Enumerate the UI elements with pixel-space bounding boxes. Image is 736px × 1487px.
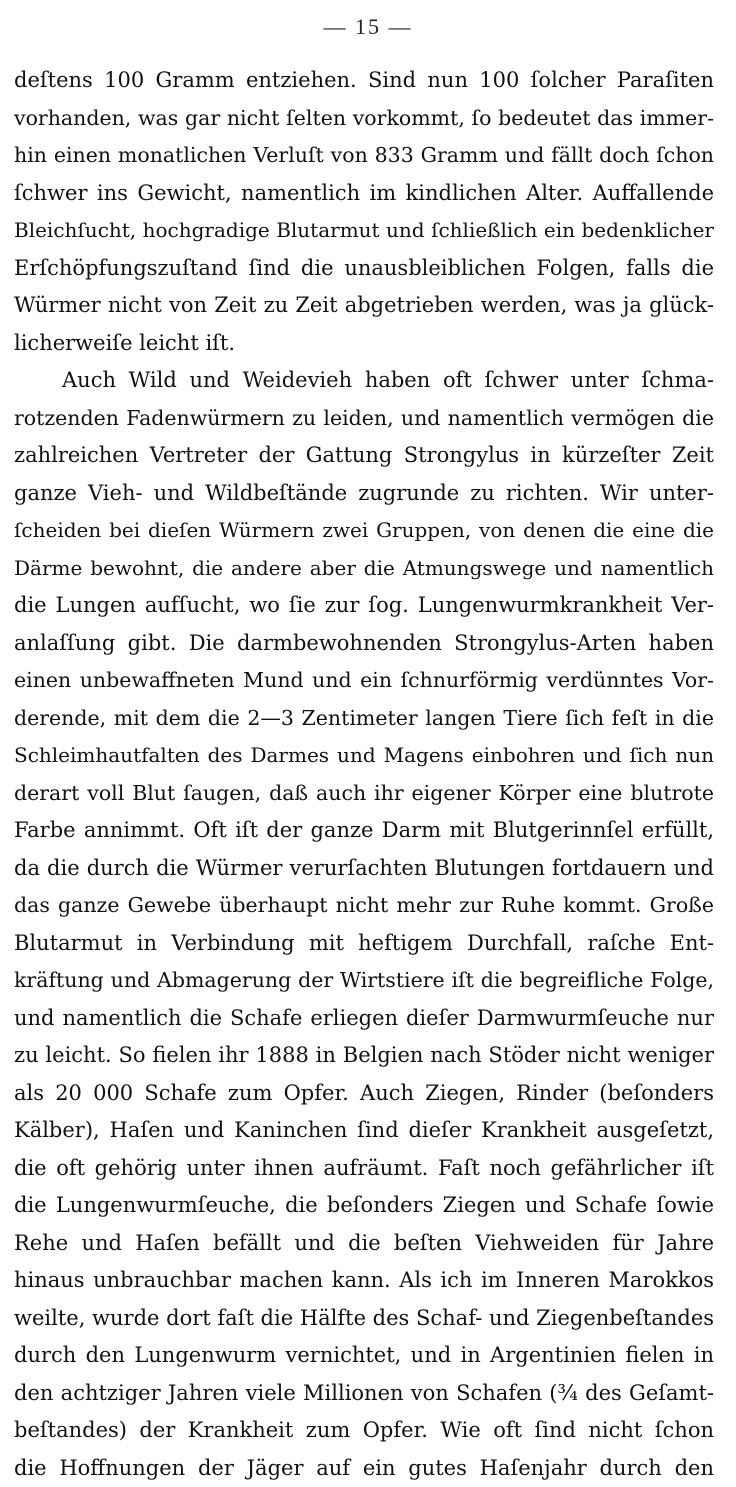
- text-line: derende, mit dem die 2—3 Zentimeter langen Tiere ſich feſt in die: [14, 700, 714, 738]
- text-line: Würmer nicht von Zeit zu Zeit abgetrieben werden, was ja glück-: [14, 287, 714, 325]
- text-line: den achtziger Jahren viele Millionen von Schafen (¾ des Geſamt-: [14, 1375, 714, 1413]
- text-line: deſtens 100 Gramm entziehen. Sind nun 100 ſolcher Paraſiten: [14, 62, 714, 100]
- text-line: Bleichſucht, hochgradige Blutarmut und ſchließlich ein bedenklicher: [14, 212, 714, 250]
- text-line: zahlreichen Vertreter der Gattung Strongylus in kürzeſter Zeit: [14, 437, 714, 475]
- text-line: und namentlich die Schafe erliegen dieſer Darmwurmſeuche nur: [14, 1000, 714, 1038]
- text-line: anlaſſung gibt. Die darmbewohnenden Strongylus-Arten haben: [14, 625, 714, 663]
- text-line: Därme bewohnt, die andere aber die Atmungswege und namentlich: [14, 550, 714, 588]
- text-line: die Lungen aufſucht, wo ſie zur ſog. Lungenwurmkrankheit Ver-: [14, 587, 714, 625]
- text-line: kräftung und Abmagerung der Wirtstiere iſt die begreifliche Folge,: [14, 962, 714, 1000]
- text-line: zu leicht. So fielen ihr 1888 in Belgien nach Stöder nicht weniger: [14, 1037, 714, 1075]
- text-line: Blutarmut in Verbindung mit heftigem Durchfall, raſche Ent-: [14, 925, 714, 963]
- text-line: ſcheiden bei dieſen Würmern zwei Gruppen, von denen die eine die: [14, 512, 714, 550]
- text-line: die oft gehörig unter ihnen aufräumt. Faſt noch gefährlicher iſt: [14, 1150, 714, 1188]
- text-line: derart voll Blut ſaugen, daß auch ihr eigener Körper eine blutrote: [14, 775, 714, 813]
- text-line: weilte, wurde dort faſt die Hälfte des Schaf- und Ziegenbeſtandes: [14, 1300, 714, 1338]
- text-line: die Hoffnungen der Jäger auf ein gutes Haſenjahr durch den: [14, 1450, 714, 1487]
- body-text: [14, 62, 714, 1487]
- paragraph-2: [14, 362, 714, 1487]
- text-line: Farbe annimmt. Oft iſt der ganze Darm mit Blutgerinnſel erfüllt,: [14, 812, 714, 850]
- paragraph-1: [14, 62, 714, 362]
- text-line: ſchwer ins Gewicht, namentlich im kindlichen Alter. Auffallende: [14, 175, 714, 213]
- text-line: beſtandes) der Krankheit zum Opfer. Wie oft ſind nicht ſchon: [14, 1412, 714, 1450]
- text-line: Rehe und Haſen befällt und die beſten Viehweiden für Jahre: [14, 1225, 714, 1263]
- page-number: — 15 —: [0, 14, 736, 40]
- text-line: einen unbewaffneten Mund und ein ſchnurförmig verdünntes Vor-: [14, 662, 714, 700]
- text-line: das ganze Gewebe überhaupt nicht mehr zur Ruhe kommt. Große: [14, 887, 714, 925]
- text-line: Schleimhautfalten des Darmes und Magens einbohren und ſich nun: [14, 737, 714, 775]
- text-line: die Lungenwurmſeuche, die beſonders Ziegen und Schafe ſowie: [14, 1187, 714, 1225]
- text-line: hinaus unbrauchbar machen kann. Als ich im Inneren Marokkos: [14, 1262, 714, 1300]
- text-line: als 20 000 Schafe zum Opfer. Auch Ziegen, Rinder (beſonders: [14, 1075, 714, 1113]
- text-line: rotzenden Fadenwürmern zu leiden, und namentlich vermögen die: [14, 400, 714, 438]
- text-line: hin einen monatlichen Verluſt von 833 Gramm und fällt doch ſchon: [14, 137, 714, 175]
- text-line: Erſchöpfungszuſtand ſind die unausbleiblichen Folgen, falls die: [14, 250, 714, 288]
- text-line: licherweiſe leicht iſt.: [14, 325, 714, 363]
- text-line: Auch Wild und Weidevieh haben oft ſchwer unter ſchma-: [14, 362, 714, 400]
- text-line: ganze Vieh- und Wildbeſtände zugrunde zu richten. Wir unter-: [14, 475, 714, 513]
- text-line: durch den Lungenwurm vernichtet, und in Argentinien fielen in: [14, 1337, 714, 1375]
- text-line: da die durch die Würmer verurſachten Blutungen fortdauern und: [14, 850, 714, 888]
- text-line: vorhanden, was gar nicht ſelten vorkommt, ſo bedeutet das immer-: [14, 100, 714, 138]
- text-line: Kälber), Haſen und Kaninchen ſind dieſer Krankheit ausgeſetzt,: [14, 1112, 714, 1150]
